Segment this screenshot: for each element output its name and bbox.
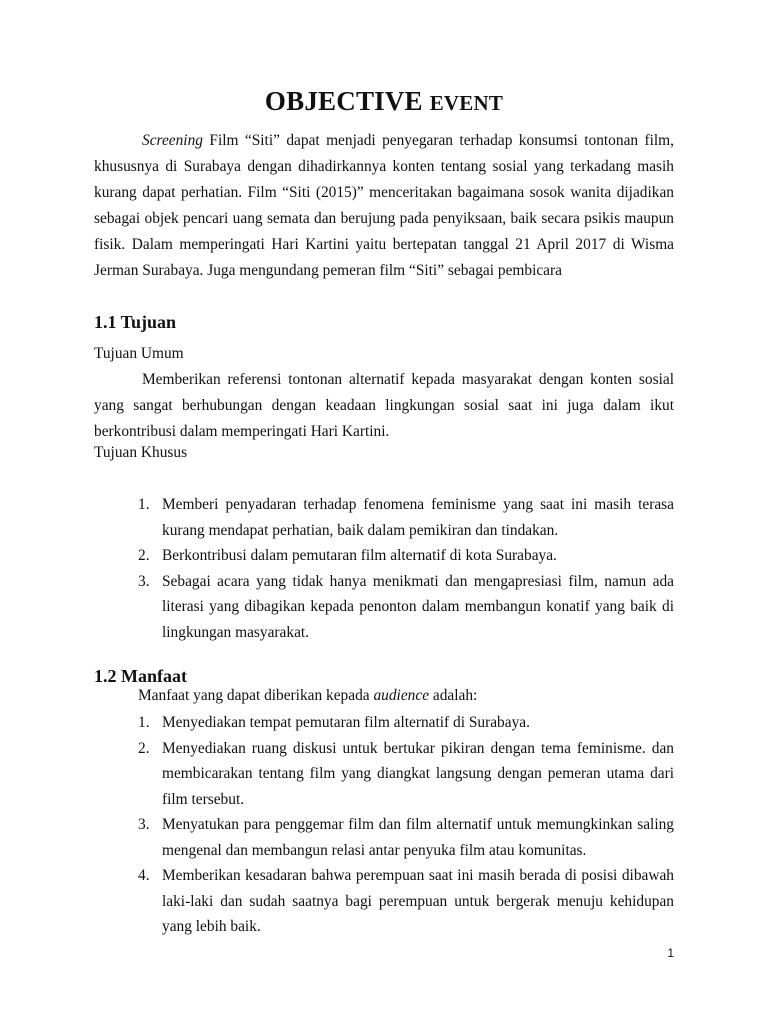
- tujuan-khusus-label: Tujuan Khusus: [94, 444, 188, 461]
- section-heading-tujuan: 1.1 Tujuan: [94, 312, 177, 332]
- intro-paragraph: [94, 128, 674, 284]
- title-main: OBJECTIVE: [264, 86, 423, 116]
- tujuan-umum-label: Tujuan Umum: [94, 345, 184, 362]
- tujuan-khusus-list: [138, 492, 674, 645]
- manfaat-list: [138, 710, 674, 940]
- intro-text: Film “Siti” dapat menjadi penyegaran terhadap konsumsi tontonan film, khususnya di Surabaya dengan dihadirkannya konten tentang sosial yang terkadang masih kurang dapat perhatian. Film “Siti (2015)” menceritakan bagaimana sosok wanita dijadikan sebagai objek pencari uang semata dan berujung pada penyiksaan, baik secara psikis maupun fisik. Dalam memperingati Hari Kartini yaitu bertepatan tanggal 21 April 2017 di Wisma Jerman Surabaya. Juga mengundang pemeran film “Siti” sebagai pembicara: [94, 132, 674, 279]
- section-heading-manfaat: 1.2 Manfaat: [94, 666, 187, 686]
- list-item: 2. Berkontribusi dalam pemutaran film alternatif di kota Surabaya.: [138, 547, 557, 564]
- list-item: 1. Memberi penyadaran terhadap fenomena feminisme yang saat ini masih terasa kurang mendapat perhatian, baik dalam pemikiran dan tindakan.: [138, 496, 674, 539]
- intro-lead-italic: Screening: [142, 132, 203, 149]
- title-sub: EVENT: [429, 91, 504, 115]
- list-item: 1. Menyediakan tempat pemutaran film alternatif di Surabaya.: [138, 714, 530, 731]
- tujuan-umum-paragraph: [94, 367, 674, 445]
- list-item: 3. Menyatukan para penggemar film dan film alternatif untuk memungkinkan saling mengenal dan membangun relasi antar penyuka film atau komunitas.: [138, 816, 674, 859]
- page-number: 1: [667, 946, 674, 960]
- list-item: 3. Sebagai acara yang tidak hanya menikmati dan mengapresiasi film, namun ada literasi yang dibagikan kepada penonton dalam membangun konatif yang baik di lingkungan masyarakat.: [138, 572, 674, 641]
- list-item: 2. Menyediakan ruang diskusi untuk bertukar pikiran dengan tema feminisme. dan membicarakan tentang film yang diangkat langsung dengan pemeran utama dari film tersebut.: [138, 739, 674, 808]
- manfaat-intro: Manfaat yang dapat diberikan kepada audience adalah:: [138, 687, 478, 704]
- list-item: 4. Memberikan kesadaran bahwa perempuan saat ini masih berada di posisi dibawah laki-laki dan sudah saatnya bagi perempuan untuk bergerak menuju kehidupan yang lebih baik.: [138, 867, 674, 935]
- tujuan-umum-text: Memberikan referensi tontonan alternatif kepada masyarakat dengan konten sosial yang sangat berhubungan dengan keadaan lingkungan sosial saat ini juga dalam ikut berkontribusi dalam memperingati Hari Kartini.: [94, 371, 674, 440]
- page-title: [0, 86, 768, 117]
- audience-italic: audience: [373, 687, 430, 704]
